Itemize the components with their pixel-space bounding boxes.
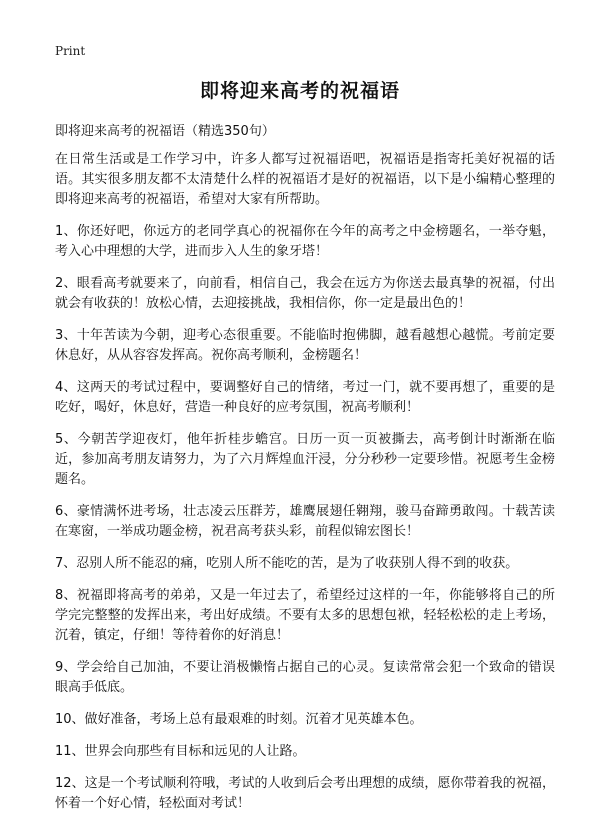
- document-subtitle: 即将迎来高考的祝福语（精选350句）: [55, 124, 275, 139]
- list-item: 4、这两天的考试过程中，要调整好自己的情绪，考过一门，就不要再想了，重要的是吃好，喝好，休息好，营造一种良好的应考氛围，祝高考顺利！: [55, 380, 555, 415]
- list-item: 7、忍别人所不能忍的痛，吃别人所不能吃的苦，是为了收获别人得不到的收获。: [55, 556, 519, 571]
- print-link[interactable]: Print: [55, 44, 86, 58]
- list-item: 10、做好准备，考场上总有最艰难的时刻。沉着才见英雄本色。: [55, 712, 423, 727]
- page-title: 即将迎来高考的祝福语: [199, 80, 400, 102]
- list-item: 6、豪情满怀进考场，壮志凌云压群芳，雄鹰展翅任翱翔，骏马奋蹄勇敢闯。十载苦读在寒窗，一举成功题金榜，祝君高考获头彩，前程似锦宏图长！: [55, 504, 555, 539]
- list-item: 9、学会给自己加油，不要让消极懒惰占据自己的心灵。复读常常会犯一个致命的错误眼高手低底。: [55, 660, 555, 695]
- list-item: 2、眼看高考就要来了，向前看，相信自己，我会在远方为你送去最真挚的祝福，付出就会有收获的！放松心情，去迎接挑战，我相信你，你一定是最出色的！: [55, 276, 555, 311]
- list-item: 3、十年苦读为今朝，迎考心态很重要。不能临时抱佛脚，越看越想心越慌。考前定要休息好，从从容容发挥高。祝你高考顺利，金榜题名！: [55, 328, 555, 363]
- list-item: 8、祝福即将高考的弟弟，又是一年过去了，希望经过这样的一年，你能够将自己的所学完完整整的发挥出来，考出好成绩。不要有太多的思想包袱，轻轻松松的走上考场，沉着，镇定，仔细！等待着你的好消息！: [55, 588, 555, 643]
- list-item: 11、世界会向那些有目标和远见的人让路。: [55, 744, 306, 759]
- list-item: 1、你还好吧，你远方的老同学真心的祝福你在今年的高考之中金榜题名，一举夺魁，考入心中理想的大学，进而步入人生的象牙塔！: [55, 224, 555, 259]
- document-body: [55, 150, 555, 826]
- intro-paragraph: 在日常生活或是工作学习中，许多人都写过祝福语吧，祝福语是指寄托美好祝福的话语。其实很多朋友都不太清楚什么样的祝福语才是好的祝福语，以下是小编精心整理的即将迎来高考的祝福语，希望对大家有所帮助。: [55, 152, 555, 207]
- list-item: 5、今朝苦学迎夜灯，他年折桂步蟾宫。日历一页一页被撕去，高考倒计时渐渐在临近，参加高考朋友请努力，为了六月辉煌血汗浸，分分秒秒一定要珍惜。祝愿考生金榜题名。: [55, 432, 555, 487]
- list-item: 12、这是一个考试顺利符哦，考试的人收到后会考出理想的成绩，愿你带着我的祝福，怀着一个好心情，轻松面对考试！: [55, 776, 555, 811]
